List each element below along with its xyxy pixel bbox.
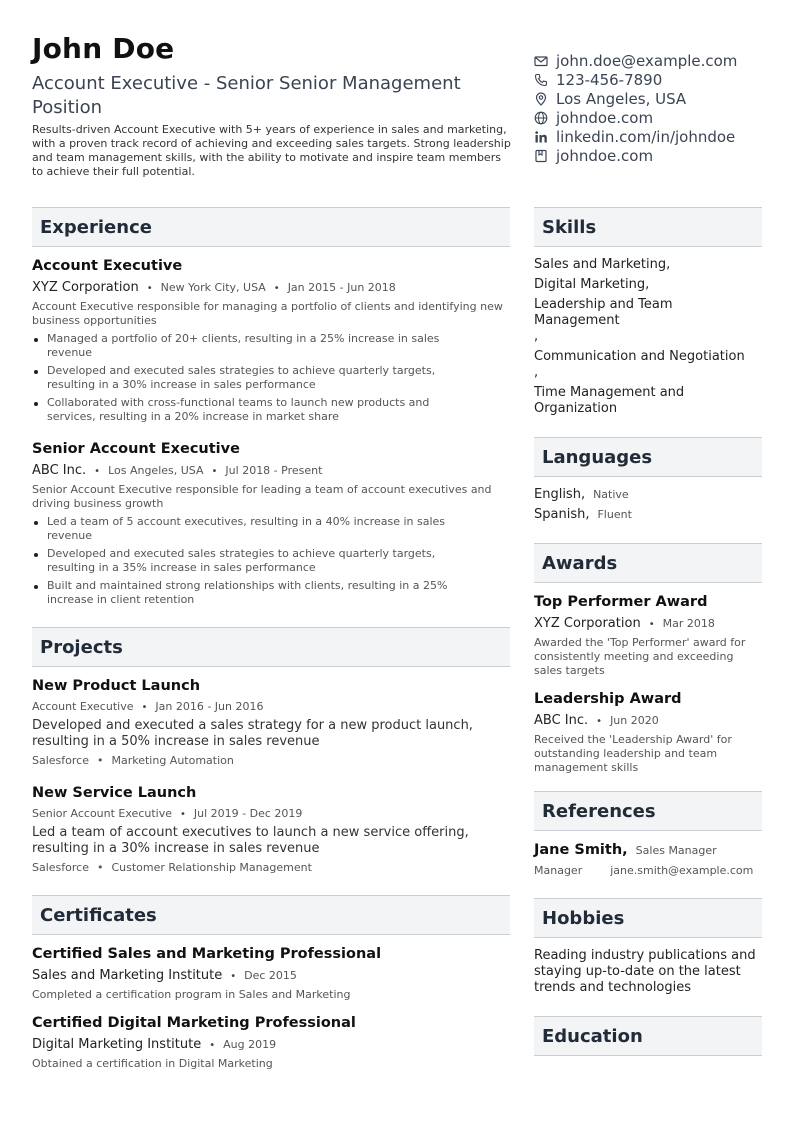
contact-email[interactable] <box>534 51 774 70</box>
certificate-1-description: Completed a certification program in Sales and Marketing <box>32 988 351 1001</box>
skill-separator: , <box>534 365 539 380</box>
certificate-1-issuer: Sales and Marketing Institute <box>32 968 223 983</box>
phone-icon <box>534 73 548 87</box>
list-item: Managed a portfolio of 20+ clients, resulting in a 25% increase in sales revenue <box>32 332 472 360</box>
award-1-issuer: XYZ Corporation <box>534 616 641 631</box>
language-item <box>534 507 632 522</box>
contact-portfolio[interactable] <box>534 146 774 165</box>
education-heading: Education <box>542 1026 643 1047</box>
reference-name: Jane Smith, <box>534 842 628 858</box>
language-level: Fluent <box>597 508 632 521</box>
separator-dot: • <box>146 283 153 294</box>
award-1-date: Mar 2018 <box>662 617 715 630</box>
tag: Customer Relationship Management <box>111 861 312 874</box>
projects-section-header <box>32 627 510 667</box>
contact-block <box>534 51 774 165</box>
reference-relation: Manager <box>534 864 583 877</box>
awards-heading: Awards <box>542 553 618 574</box>
separator-dot: • <box>96 754 104 767</box>
separator-dot: • <box>180 809 186 820</box>
experience-1-description: Account Executive responsible for managing a portfolio of clients and identifying new business opportunities <box>32 300 503 327</box>
experience-1-meta <box>32 280 396 295</box>
certificate-2-meta <box>32 1037 276 1052</box>
certificate-2-name: Certified Digital Marketing Professional <box>32 1015 356 1031</box>
linkedin-icon <box>534 130 548 144</box>
languages-section-header <box>534 437 762 477</box>
experience-1-bullets <box>32 332 472 428</box>
separator-dot: • <box>96 861 104 874</box>
certificate-1-date: Dec 2015 <box>244 969 297 982</box>
project-1-dates: Jan 2016 - Jun 2016 <box>155 700 264 713</box>
project-1-tags <box>32 754 234 767</box>
skill-separator: , <box>534 329 539 344</box>
hobbies-section-header <box>534 898 762 938</box>
certificate-2-issuer: Digital Marketing Institute <box>32 1037 202 1052</box>
separator-dot: • <box>94 466 101 477</box>
project-1-name: New Product Launch <box>32 678 201 694</box>
award-2-description: Received the 'Leadership Award' for outstanding leadership and team management skills <box>534 733 732 774</box>
project-2-dates: Jul 2019 - Dec 2019 <box>193 807 303 820</box>
project-2-role: Senior Account Executive <box>32 807 172 820</box>
experience-1-role: Account Executive <box>32 258 183 274</box>
experience-2-company: ABC Inc. <box>32 463 87 478</box>
projects-heading: Projects <box>40 637 123 658</box>
language-level: Native <box>593 488 629 501</box>
references-heading: References <box>542 801 656 822</box>
separator-dot: • <box>648 619 655 630</box>
experience-1-company: XYZ Corporation <box>32 280 139 295</box>
list-item: Developed and executed sales strategies to achieve quarterly targets, resulting in a 35% increase in sales performance <box>32 547 482 575</box>
language-name: English, <box>534 487 586 502</box>
contact-linkedin-text: linkedin.com/in/johndoe <box>556 127 736 146</box>
project-1-description: Developed and executed a sales strategy for a new product launch, resulting in a 50% increase in sales revenue <box>32 718 473 749</box>
experience-section-header <box>32 207 510 247</box>
experience-heading: Experience <box>40 217 152 238</box>
education-section-header <box>534 1016 762 1056</box>
tag: Salesforce <box>32 754 89 767</box>
separator-dot: • <box>596 716 603 727</box>
tag: Salesforce <box>32 861 89 874</box>
contact-phone-text: 123-456-7890 <box>556 70 663 89</box>
contact-email-text: john.doe@example.com <box>556 51 738 70</box>
separator-dot: • <box>230 971 237 982</box>
certificates-section-header <box>32 895 510 935</box>
project-2-name: New Service Launch <box>32 785 197 801</box>
certificates-heading: Certificates <box>40 905 157 926</box>
hobbies-text: Reading industry publications and staying up-to-date on the latest trends and technologies <box>534 948 756 995</box>
separator-dot: • <box>211 466 218 477</box>
experience-2-meta <box>32 463 322 478</box>
experience-2-description: Senior Account Executive responsible for leading a team of account executives and driving business growth <box>32 483 492 510</box>
project-1-role: Account Executive <box>32 700 134 713</box>
tag: Marketing Automation <box>111 754 234 767</box>
award-1-name: Top Performer Award <box>534 594 708 610</box>
job-title: Account Executive - Senior Senior Management Position <box>32 73 461 118</box>
award-2-meta <box>534 713 659 728</box>
project-2-description: Led a team of account executives to launch a new service offering, resulting in a 30% increase in sales revenue <box>32 825 469 856</box>
contact-location-text: Los Angeles, USA <box>556 89 687 108</box>
skill-item: Time Management and Organization <box>534 385 685 416</box>
experience-2-location: Los Angeles, USA <box>108 464 204 477</box>
award-2-name: Leadership Award <box>534 691 682 707</box>
contact-phone[interactable] <box>534 70 774 89</box>
award-2-issuer: ABC Inc. <box>534 713 589 728</box>
mail-icon <box>534 54 548 68</box>
contact-linkedin[interactable] <box>534 127 774 146</box>
certificate-2-date: Aug 2019 <box>223 1038 277 1051</box>
skill-item: Digital Marketing, <box>534 277 650 292</box>
separator-dot: • <box>209 1040 216 1051</box>
map-pin-icon <box>534 92 548 106</box>
awards-section-header <box>534 543 762 583</box>
separator-dot: • <box>273 283 280 294</box>
language-item <box>534 487 629 502</box>
separator-dot: • <box>141 702 148 713</box>
contact-portfolio-text: johndoe.com <box>556 146 654 165</box>
contact-location <box>534 89 774 108</box>
contact-website[interactable] <box>534 108 774 127</box>
contact-website-text: johndoe.com <box>556 108 654 127</box>
skill-item: Leadership and Team Management <box>534 297 673 328</box>
languages-heading: Languages <box>542 447 653 468</box>
hobbies-heading: Hobbies <box>542 908 625 929</box>
skills-section-header <box>534 207 762 247</box>
skills-list <box>534 257 762 417</box>
list-item: Led a team of 5 account executives, resulting in a 40% increase in sales revenue <box>32 515 482 543</box>
project-2-meta <box>32 807 302 820</box>
portfolio-icon <box>534 149 548 163</box>
experience-2-bullets <box>32 515 482 611</box>
reference-position: Sales Manager <box>635 844 717 857</box>
reference-item <box>534 842 717 858</box>
globe-icon <box>534 111 548 125</box>
experience-1-dates: Jan 2015 - Jun 2018 <box>287 281 396 294</box>
skill-item: Sales and Marketing, <box>534 257 671 272</box>
reference-email[interactable]: jane.smith@example.com <box>610 864 754 877</box>
list-item: Built and maintained strong relationships with clients, resulting in a 25% increase in client retention <box>32 579 482 607</box>
skill-item: Communication and Negotiation <box>534 349 745 364</box>
award-1-description: Awarded the 'Top Performer' award for consistently meeting and exceeding sales targets <box>534 636 746 677</box>
language-name: Spanish, <box>534 507 590 522</box>
award-1-meta <box>534 616 715 631</box>
project-1-meta <box>32 700 263 713</box>
certificate-2-description: Obtained a certification in Digital Marketing <box>32 1057 273 1070</box>
experience-1-location: New York City, USA <box>160 281 266 294</box>
certificate-1-name: Certified Sales and Marketing Professional <box>32 946 382 962</box>
experience-2-role: Senior Account Executive <box>32 441 240 457</box>
reference-details <box>534 864 753 877</box>
certificate-1-meta <box>32 968 297 983</box>
award-2-date: Jun 2020 <box>610 714 659 727</box>
skills-heading: Skills <box>542 217 597 238</box>
candidate-name: John Doe <box>32 32 175 65</box>
list-item: Developed and executed sales strategies to achieve quarterly targets, resulting in a 30% increase in sales performance <box>32 364 472 392</box>
references-section-header <box>534 791 762 831</box>
summary: Results-driven Account Executive with 5+ years of experience in sales and marketing, with a proven track record of achieving and exceeding sales targets. Strong leadership and team management skills, with the ability to motivate and inspire team members to achieve their full potential. <box>32 123 511 178</box>
experience-2-dates: Jul 2018 - Present <box>225 464 323 477</box>
project-2-tags <box>32 861 312 874</box>
list-item: Collaborated with cross-functional teams to launch new products and services, resulting in a 20% increase in market share <box>32 396 472 424</box>
